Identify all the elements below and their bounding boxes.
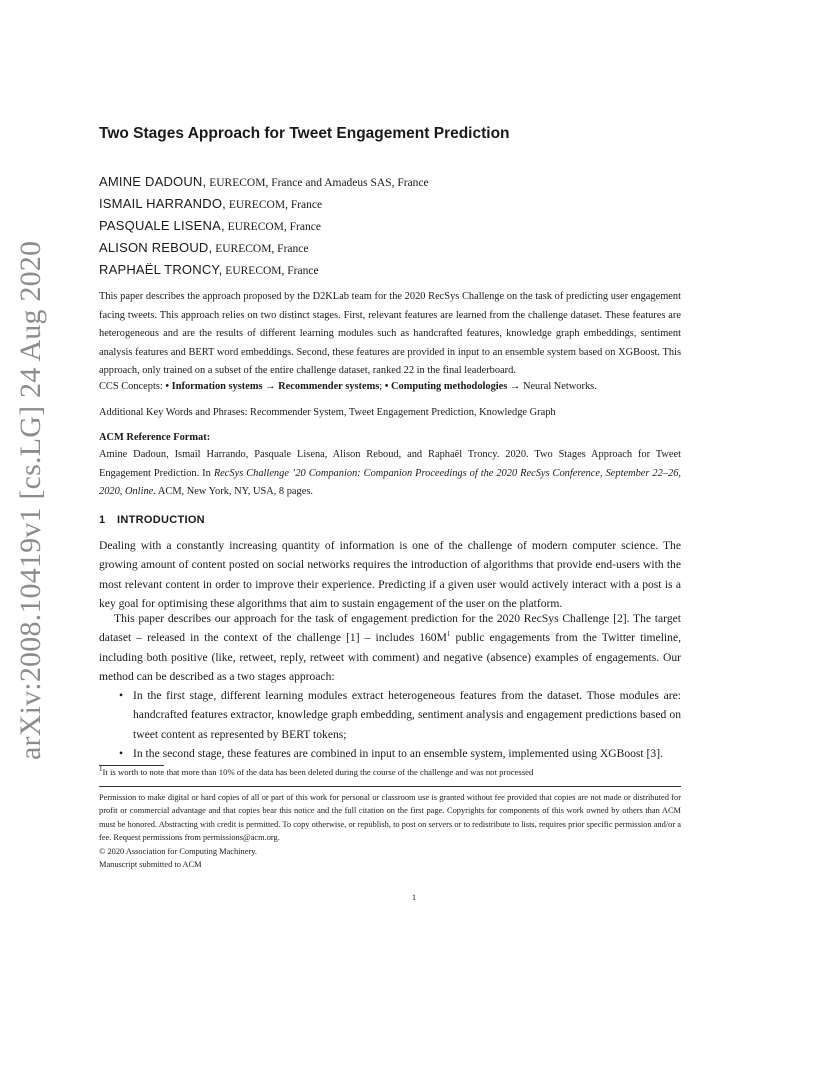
bullet-icon: • [119, 746, 124, 760]
list-item [99, 744, 681, 763]
author-affiliation: EURECOM, France [225, 199, 323, 211]
acm-reference [99, 446, 681, 502]
list-item [99, 686, 681, 744]
intro-paragraph [99, 609, 681, 686]
author-line [99, 262, 319, 278]
permission-text: Permission to make digital or hard copies of all or part of this work for personal or classroom use is granted without fee provided that copies are not made or distributed for profit or commercial advantage and that copies bear this notice and the full citation on the first page. Copyrights for components of this work owned by others than ACM must be honored. Abstracting with credit is permitted. To copy otherwise, or republish, to post on servers or to redistribute to lists, requires prior specific permission and/or a fee. Request permissions from permissions@acm.org. [99, 793, 681, 843]
footnote-text: It is worth to note that more than 10% of the data has been deleted during the course of the challenge and was not processed [102, 767, 534, 777]
ccs-concepts [99, 378, 681, 397]
author-name: AMINE DADOUN, [99, 174, 207, 189]
ccs-bullet: • [165, 381, 170, 392]
footnote-marker: 1 [446, 630, 451, 639]
ccs-prefix: CCS Concepts: [99, 381, 166, 392]
keywords: Additional Key Words and Phrases: Recommender System, Tweet Engagement Prediction, Knowledge Graph [99, 407, 556, 418]
author-line [99, 196, 322, 212]
ccs-bullet: • [384, 381, 389, 392]
acm-reference-text: Amine Dadoun, Ismail Harrando, Pasquale Lisena, Alison Reboud, and Raphaël Troncy. 2020. Two Stages Approach for Tweet Engagement Prediction. In [99, 449, 681, 479]
section-title: INTRODUCTION [117, 514, 205, 526]
list-item-text: In the first stage, different learning modules extract heterogeneous features from the dataset. Those modules are: handcrafted features extractor, knowledge graph embedding, sentiment analysis and engagement predictions based on tweet content as represented by BERT tokens; [133, 689, 681, 741]
footnote-mark: 1 [99, 765, 103, 774]
footnote-divider [99, 765, 164, 766]
ccs-arrow: → [507, 381, 523, 392]
author-line [99, 240, 308, 256]
intro-paragraph-text: This paper describes our approach for the task of engagement prediction for the 2020 RecSys Challenge [2]. The target dataset – released in the context of the challenge [1] – includes 160M [99, 612, 681, 645]
permission-notice [99, 791, 681, 871]
list-item-text: In the second stage, these features are combined in input to an ensemble system, implemented using XGBoost [3]. [133, 746, 663, 760]
author-name: ALISON REBOUD, [99, 240, 213, 255]
author-name: PASQUALE LISENA, [99, 218, 225, 233]
author-name: RAPHAËL TRONCY, [99, 262, 223, 277]
manuscript-line: Manuscript submitted to ACM [99, 860, 202, 870]
bullet-icon: • [119, 689, 124, 702]
arxiv-identifier-text: arXiv:2008.10419v1 [cs.LG] 24 Aug 2020 [14, 240, 47, 760]
acm-reference-text: ACM, New York, NY, USA, 8 pages. [155, 486, 313, 497]
author-affiliation: EURECOM, France [212, 243, 309, 255]
acm-reference-venue: RecSys Challenge ’20 Companion: Companion Proceedings of the 2020 RecSys Conference, September 22–26, 2020, Online. [99, 467, 681, 497]
ccs-concept: Information systems [171, 381, 263, 392]
ccs-concept: Recommender systems [278, 381, 380, 392]
permission-divider [99, 786, 681, 787]
ccs-arrow: → [262, 381, 279, 392]
ccs-separator: ; [379, 381, 385, 392]
abstract: This paper describes the approach proposed by the D2KLab team for the 2020 RecSys Challenge on the task of predicting user engagement facing tweets. This approach relies on two distinct stages. First, relevant features are learned from the challenge dataset. These features are heterogeneous and are the results of different learning modules such as handcrafted features, knowledge graph embeddings, sentiment analysis features and BERT word embeddings. Second, these features are provided in input to an ensemble system based on XGBoost. This approach, only trained on a subset of the entire challenge dataset, ranked 22 in the final leaderboard. [99, 291, 681, 376]
ccs-concept: Computing methodologies [391, 381, 508, 392]
author-line [99, 218, 321, 234]
bullet-list [99, 686, 681, 763]
author-affiliation: EURECOM, France [222, 265, 319, 277]
ccs-concept: Neural Networks. [522, 381, 597, 392]
acm-reference-heading [99, 429, 681, 448]
page-number: 1 [411, 892, 417, 902]
section-number: 1 [99, 514, 106, 526]
acm-reference-heading-text: ACM Reference Format: [99, 432, 211, 443]
author-affiliation: EURECOM, France [224, 221, 321, 233]
intro-paragraph: Dealing with a constantly increasing quantity of information is one of the challenge of modern computer science. The growing amount of content posted on social networks requires the introduction of algorithms that provide end-users with the most relevant content in order to improve their experience. Predicting if a given user would actively interact with a post is a key goal for optimising these algorithms that aim to sustain engagement of the user on the platform. [99, 539, 681, 610]
section-heading [99, 514, 205, 526]
footnote [99, 767, 533, 777]
copyright-line: © 2020 Association for Computing Machinery. [99, 846, 257, 856]
author-name: ISMAIL HARRANDO, [99, 196, 226, 211]
author-line [99, 174, 429, 190]
intro-paragraph-text: public engagements from the Twitter timeline, including both positive (like, retweet, reply, retweet with comment) and negative (absence) examples of engagements. Our method can be described as a two stages approach: [99, 631, 681, 683]
paper-title: Two Stages Approach for Tweet Engagement Prediction [99, 125, 510, 142]
author-affiliation: EURECOM, France and Amadeus SAS, France [206, 177, 429, 189]
